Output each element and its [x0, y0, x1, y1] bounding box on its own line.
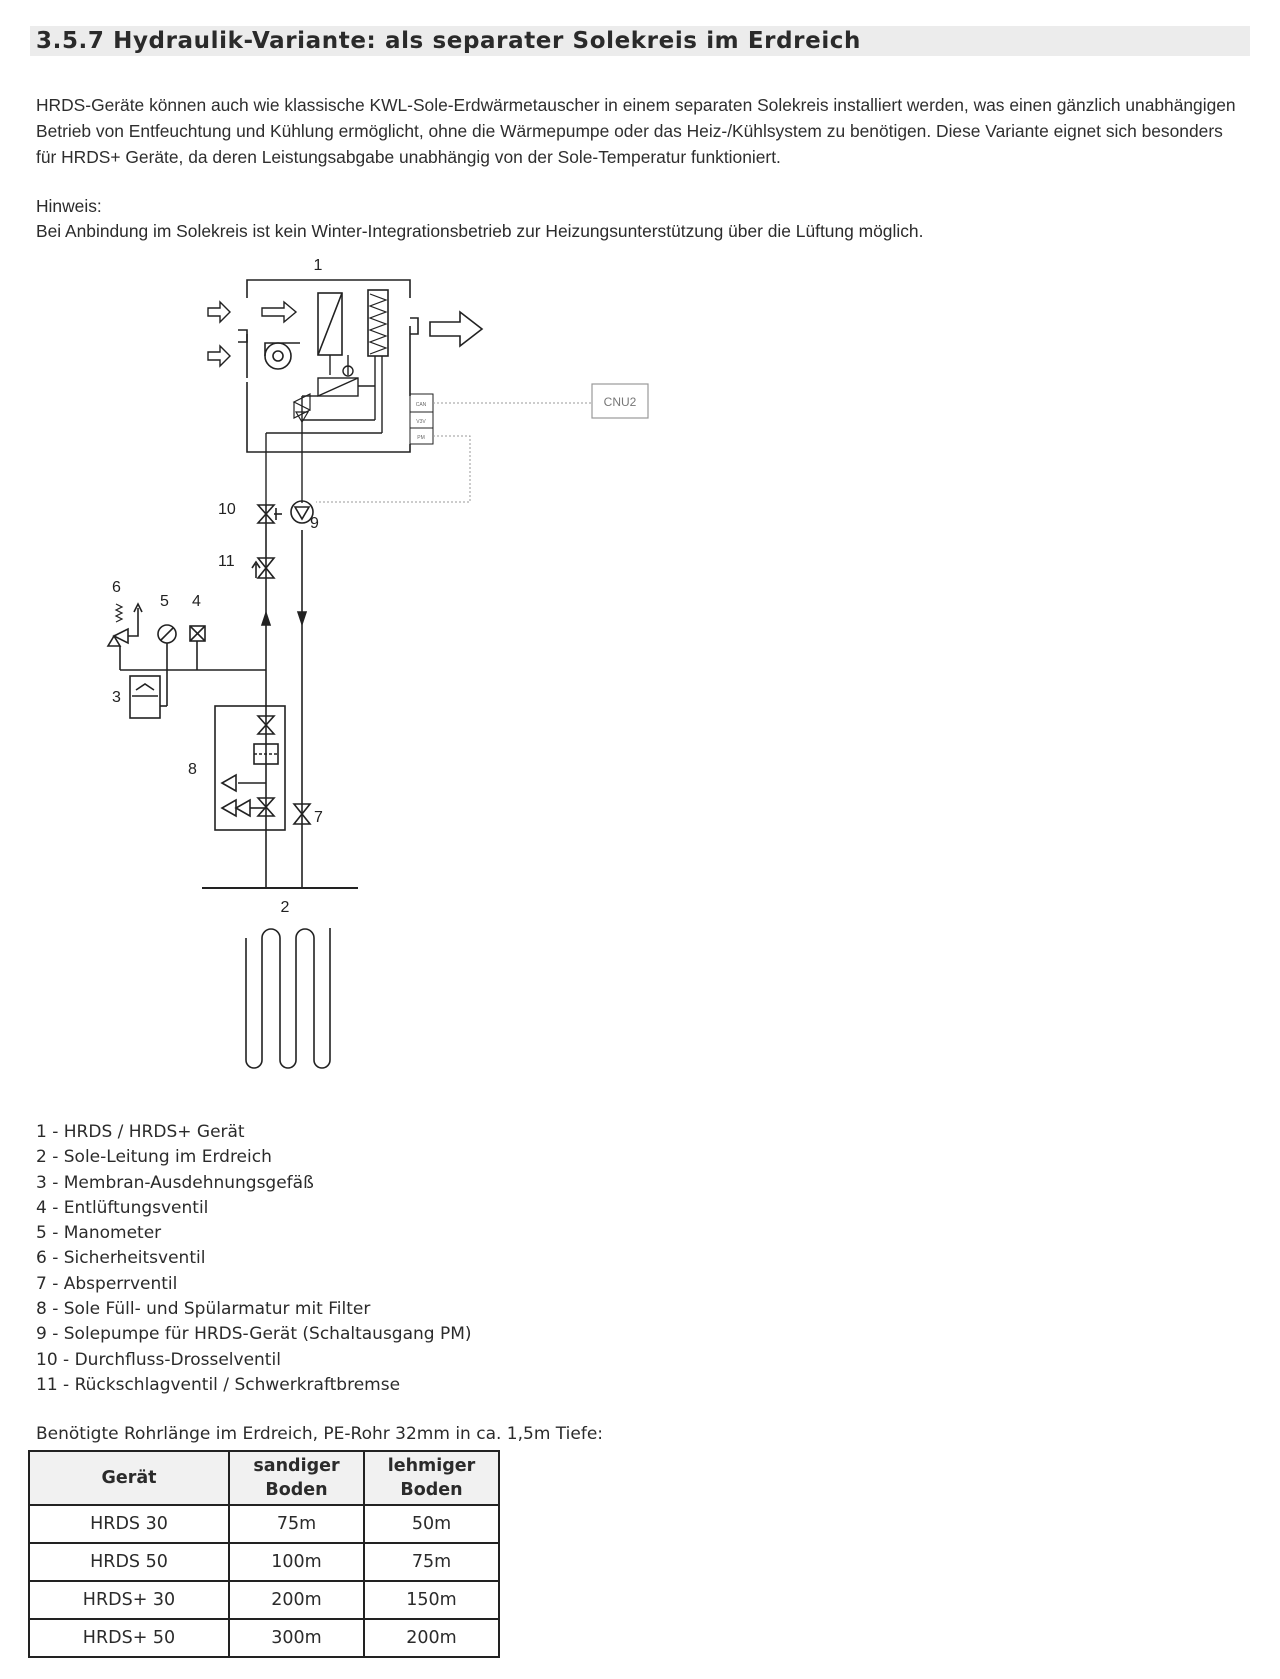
- table-row: [29, 1543, 499, 1581]
- table-caption: Benötigte Rohrlänge im Erdreich, PE-Rohr 32mm in ca. 1,5m Tiefe:: [36, 1424, 604, 1444]
- safety-valve-icon: [108, 604, 142, 670]
- legend-item: 5 - Manometer: [36, 1223, 162, 1244]
- pipe-length-table: [28, 1450, 500, 1658]
- diagram-label-7: 7: [314, 809, 323, 826]
- cell-loamy: 200m: [364, 1619, 499, 1657]
- cell-sandy: 100m: [229, 1543, 364, 1581]
- table-row: [29, 1581, 499, 1619]
- fan-icon: [265, 343, 300, 369]
- header-device: Gerät: [29, 1451, 229, 1505]
- diagram-label-5: 5: [160, 593, 169, 610]
- legend-item: 10 - Durchfluss-Drosselventil: [36, 1349, 281, 1370]
- legend-item: 1 - HRDS / HRDS+ Gerät: [36, 1122, 245, 1142]
- diagram-label-8: 8: [188, 761, 197, 778]
- legend-item: 8 - Sole Füll- und Spülarmatur mit Filter: [36, 1299, 371, 1320]
- diagram-label-9: 9: [310, 515, 319, 532]
- cell-sandy: 300m: [229, 1619, 364, 1657]
- header-sandy-soil: sandiger Boden: [229, 1451, 364, 1505]
- heat-exchanger-coil-icon: [318, 293, 342, 355]
- legend-item: 9 - Solepumpe für HRDS-Gerät (Schaltausgang PM): [36, 1324, 472, 1345]
- table-row: [29, 1505, 499, 1543]
- cell-device: HRDS+ 30: [29, 1581, 229, 1619]
- note-text: Bei Anbindung im Solekreis ist kein Winter-Integrationsbetrieb zur Heizungsunterstützung über die Lüftung möglich.: [36, 221, 924, 241]
- cell-sandy: 75m: [229, 1505, 364, 1543]
- cell-sandy: 200m: [229, 1581, 364, 1619]
- cell-loamy: 150m: [364, 1581, 499, 1619]
- table-row: [29, 1619, 499, 1657]
- legend-item: 6 - Sicherheitsventil: [36, 1248, 206, 1269]
- intro-paragraph: HRDS-Geräte können auch wie klassische KWL-Sole-Erdwärmetauscher in einem separaten Solekreis installiert werden, was einen gänzlich unabhängigen Betrieb von Entfeuchtung und Kühlung ermöglicht, ohne die Wärmepumpe oder das Heiz-/Kühlsystem zu benötigen. Diese Variante eignet sich besonders für HRDS+ Geräte, da deren Leistungsabgabe unabhängig von der Sole-Temperatur funktioniert.: [36, 95, 1236, 167]
- diagram-label-2: 2: [280, 899, 290, 916]
- header-loamy-soil: lehmiger Boden: [364, 1451, 499, 1505]
- diagram-label-11: 11: [218, 553, 235, 570]
- fill-flush-assembly: [215, 706, 285, 830]
- check-valve-icon: [252, 558, 274, 578]
- hydraulic-schematic: [0, 250, 700, 1100]
- cell-device: HRDS 50: [29, 1543, 229, 1581]
- ground-loop-icon: [246, 928, 330, 1068]
- internal-piping: [266, 355, 382, 505]
- diagram-label-4: 4: [192, 593, 201, 610]
- terminal-pm: PM: [417, 435, 425, 441]
- component-legend: [36, 1120, 472, 1398]
- cell-loamy: 75m: [364, 1543, 499, 1581]
- radiator-coil-icon: [368, 290, 388, 356]
- legend-item: 3 - Membran-Ausdehnungsgefäß: [36, 1172, 314, 1193]
- legend-item: 4 - Entlüftungsventil: [36, 1197, 209, 1218]
- cnu2-label: CNU2: [603, 395, 637, 409]
- expansion-vessel-icon: [130, 670, 167, 718]
- diagram-label-3: 3: [112, 689, 121, 706]
- legend-item: 11 - Rückschlagventil / Schwerkraftbremse: [36, 1374, 401, 1395]
- flow-down-arrow-icon: [298, 612, 306, 624]
- note-label: Hinweis:: [36, 196, 102, 216]
- terminal-v3v: V3V: [416, 419, 426, 425]
- throttle-valve-icon: [258, 505, 282, 523]
- diagram-label-1: 1: [313, 257, 323, 274]
- table-header-row: [29, 1451, 499, 1505]
- manometer-icon: [158, 625, 176, 670]
- cell-loamy: 50m: [364, 1505, 499, 1543]
- flow-up-arrow-icon: [262, 613, 270, 625]
- diagram-label-10: 10: [218, 501, 236, 518]
- cell-device: HRDS+ 50: [29, 1619, 229, 1657]
- hrds-device-housing: [238, 280, 433, 452]
- legend-item: 7 - Absperrventil: [36, 1273, 178, 1294]
- cell-device: HRDS 30: [29, 1505, 229, 1543]
- diagram-label-6: 6: [112, 579, 121, 596]
- air-outlet-arrow-icon: [430, 312, 482, 346]
- terminal-can: CAN: [415, 402, 427, 408]
- legend-item: 2 - Sole-Leitung im Erdreich: [36, 1147, 272, 1168]
- vent-valve-icon: [190, 626, 205, 670]
- section-heading: 3.5.7 Hydraulik-Variante: als separater Solekreis im Erdreich: [30, 26, 1250, 56]
